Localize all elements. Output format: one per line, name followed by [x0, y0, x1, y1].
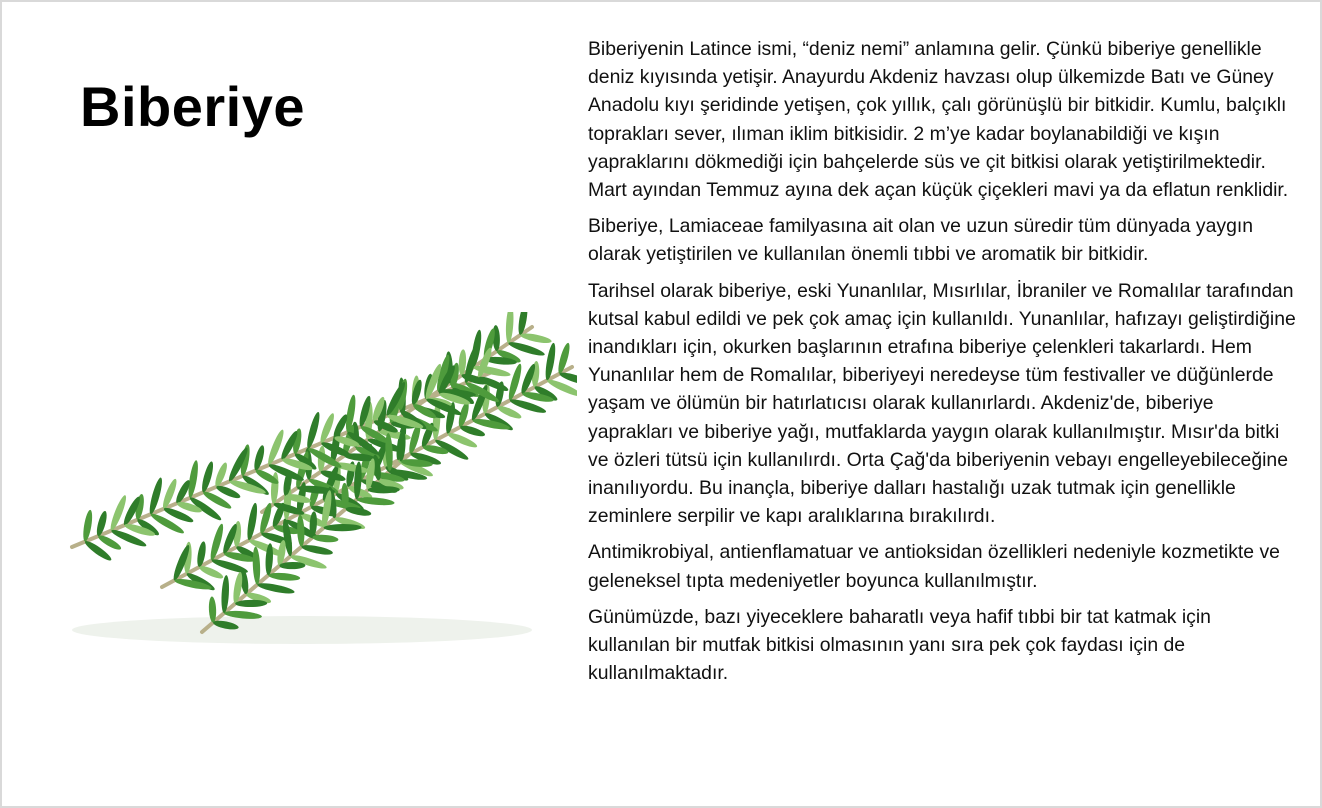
needle	[296, 515, 305, 547]
needle	[301, 543, 334, 556]
needle	[257, 581, 296, 596]
paragraph-etymology: Biberiyenin Latince ismi, “deniz nemi” anlamına gelir. Çünkü biberiye genellikle deniz kıyısında yetişir. Anayurdu Akdeniz havzası olup ülkemizde Batı ve Güney Anadolu kıyı şeridinde yetişen, çok yıllık, çalı görünüşlü bir bitkidir. Kumlu, balçıklı toprakları sever, ılıman iklim bitkisidir. 2 m’ye kadar boylanabildiği ve kışın yapraklarını dökmediği için bahçelerde süs ve çit bitkisi olarak yetiştirilmektedir. Mart ayından Temmuz ayına dek açan küçük çiçekleri mavi ya da eflatun renklidir.	[588, 38, 1289, 202]
paragraph-family: Biberiye, Lamiaceae familyasına ait olan ve uzun süredir tüm dünyada yaygın olarak yetiştirilen ve kullanılan önemli tıbbi ve aromatik bir bitkidir.	[588, 215, 1254, 266]
body-text	[588, 35, 1298, 695]
needle	[356, 496, 395, 507]
paragraph-properties: Antimikrobiyal, antienflamatuar ve antioksidan özellikleri nedeniyle kozmetikte ve geleneksel tıpta medeniyetler boyunca kullanılmıştır.	[588, 541, 1280, 592]
shadow	[72, 616, 532, 644]
needle	[252, 546, 261, 584]
rosemary-image	[12, 312, 577, 657]
rosemary-sprig-icon	[12, 312, 577, 657]
needle	[520, 331, 553, 344]
paragraph-today: Günümüzde, bazı yiyeceklere baharatlı veya hafif tıbbi bir tat katmak için kullanılan bir mutfak bitkisi olmasının yanı sıra pek çok faydası için de kullanılmaktadır.	[588, 605, 1211, 685]
paragraph-history: Tarihsel olarak biberiye, eski Yunanlılar, Mısırlılar, İbraniler ve Romalılar tarafından kutsal kabul edildi ve pek çok amaç için kullanıldı. Yunanlılar, hafızayı geliştirdiğine inandıkları için, okurken başlarının etrafına biberiye çelenkleri takarlardı. Hem Yunanlılar hem de Romalılar, biberiyeyi neredeyse tüm festivaller ve düğünlerde yaşam ve ölümün bir hatırlatıcısı olarak kullanırlardı. Akdeniz'de, biberiye yaprakları ve biberiye yağı, mutfaklarda yaygın olarak kullanılmıştır. Mısır'da bitki ve özleri tütsü için kullanılırdı. Orta Çağ'da biberiyenin vebayı engelleyebileceğine inanılıyordu. Bu inançla, biberiye dalları hastalığı uzak tutmak için genellikle zeminlere serpilir ve kapı aralıklarına bırakılırdı.	[588, 279, 1296, 528]
needle	[459, 424, 486, 439]
slide-title: Biberiye	[80, 75, 305, 138]
